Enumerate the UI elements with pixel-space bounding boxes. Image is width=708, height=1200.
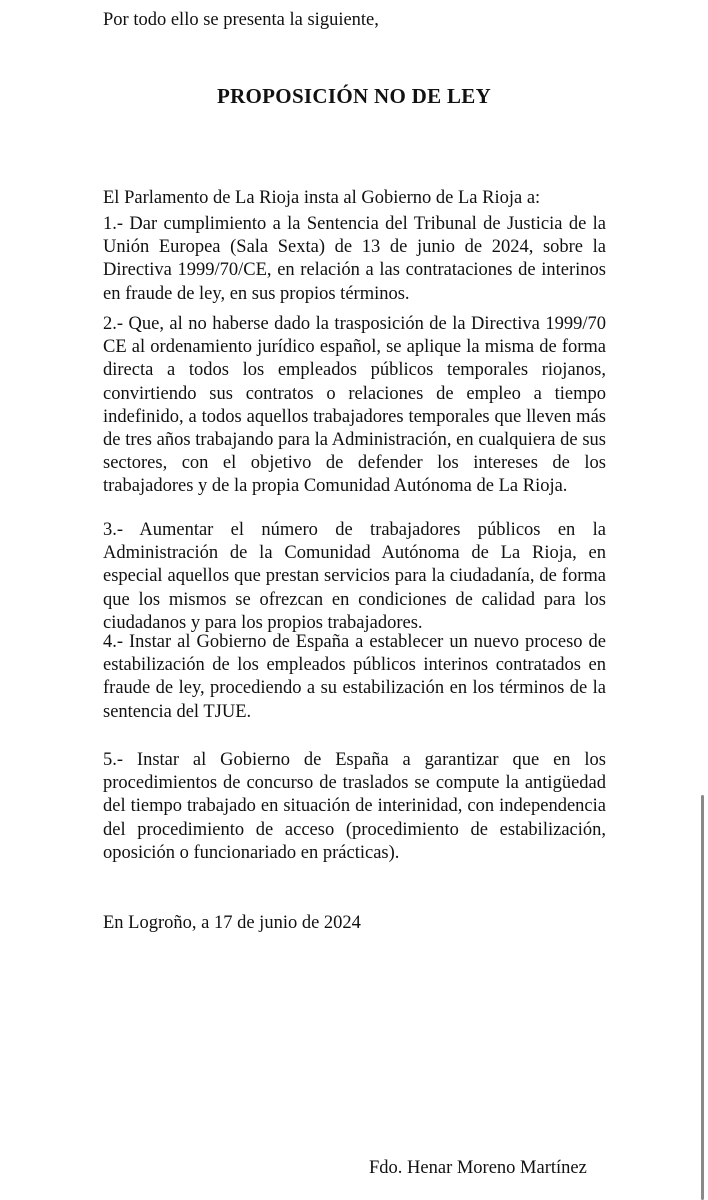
signature-line: Fdo. Henar Moreno Martínez	[369, 1158, 587, 1178]
paragraph-point-4: 4.- Instar al Gobierno de España a establecer un nuevo proceso de estabilización de los empleados públicos interinos contratados en fraude de ley, procediendo a su estabilización en los términos de la sentencia del TJUE.	[103, 632, 606, 722]
paragraph-point-3: 3.- Aumentar el número de trabajadores públicos en la Administración de la Comunidad Autónoma de La Rioja, en especial aquellos que prestan servicios para la ciudadanía, de forma que los mismos se ofrezcan en condiciones de calidad para los ciudadanos y para los propios trabajadores.	[103, 520, 606, 633]
date-line: En Logroño, a 17 de junio de 2024	[103, 913, 361, 933]
intro-line: Por todo ello se presenta la siguiente,	[103, 10, 379, 30]
paragraph-point-1: 1.- Dar cumplimiento a la Sentencia del Tribunal de Justicia de la Unión Europea (Sala Sexta) de 13 de junio de 2024, sobre la Directiva 1999/70/CE, en relación a las contrataciones de interinos en fraude de ley, en sus propios términos.	[103, 214, 606, 304]
document-title: PROPOSICIÓN NO DE LEY	[216, 84, 492, 108]
paragraph-point-2: 2.- Que, al no haberse dado la trasposición de la Directiva 1999/70 CE al ordenamiento jurídico español, se aplique la misma de forma directa a todos los empleados públicos temporales riojanos, convirtiendo sus contratos o relaciones de empleo a tiempo indefinido, a todos aquellos trabajadores temporales que lleven más de tres años trabajando para la Administración, en cualquiera de sus sectores, con el objetivo de defender los intereses de los trabajadores y de la propia Comunidad Autónoma de La Rioja.	[103, 314, 606, 497]
paragraph-point-5: 5.- Instar al Gobierno de España a garantizar que en los procedimientos de concurso de traslados se compute la antigüedad del tiempo trabajado en situación de interinidad, con independencia del procedimiento de acceso (procedimiento de estabilización, oposición o funcionariado en prácticas).	[103, 750, 606, 863]
scrollbar-thumb[interactable]	[701, 795, 704, 1200]
paragraph-preamble: El Parlamento de La Rioja insta al Gobierno de La Rioja a:	[103, 188, 541, 208]
